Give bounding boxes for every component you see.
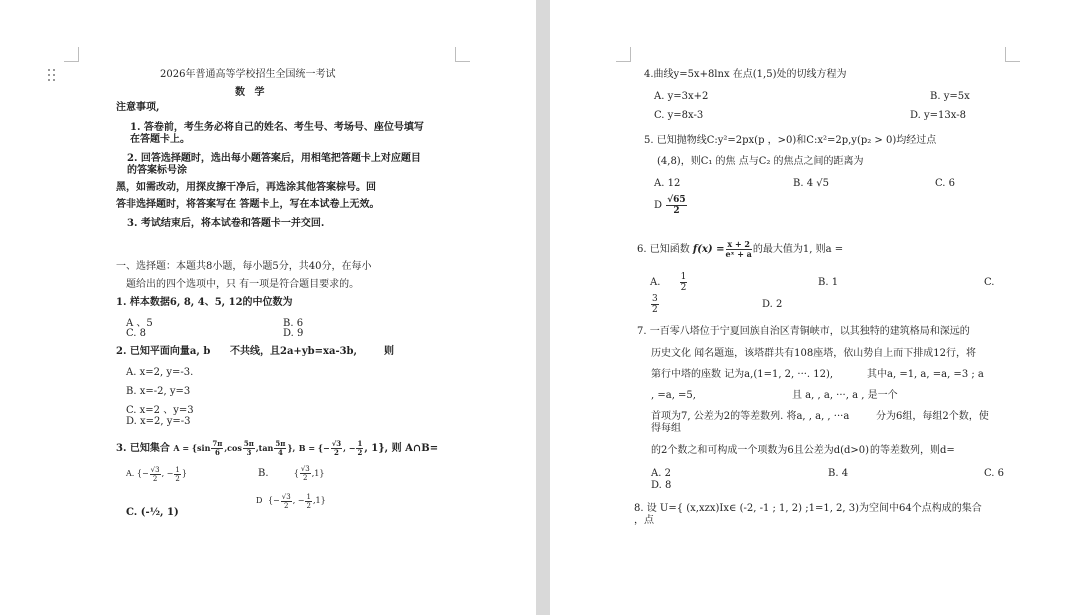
fraction-numerator: √3 xyxy=(331,439,342,448)
note-line: 在答题卡上。 xyxy=(130,134,190,145)
question-2-stem: 则 xyxy=(384,346,394,357)
section-heading: 一、选择题：本题共8小题，每小题5分，共40分，在每小 xyxy=(116,261,372,272)
q3-label: 3. 已知集合 xyxy=(116,443,170,454)
question-7-line: 7. 一百零八塔位于宁夏回族自治区青铜峡市，以其独特的建筑格局和深远的 xyxy=(637,326,970,337)
question-7-line: 分为6组，每组2个数，使 xyxy=(876,411,989,422)
q1-option-b: B. 6 xyxy=(283,318,304,329)
q3-option-c: C. (-½, 1) xyxy=(126,507,179,518)
question-7-line: 得每组 xyxy=(651,423,681,434)
note-line: 的答案标号涂 xyxy=(127,165,187,176)
q6-option-b: B. 1 xyxy=(818,277,839,288)
fraction-denominator: 2 xyxy=(175,474,180,483)
q3-option-d xyxy=(256,490,326,512)
option-math: ,1} xyxy=(311,469,325,478)
page-margin-corner xyxy=(64,47,79,62)
option-label: A. xyxy=(650,277,661,288)
note-line: 2. 回答选择题时，选出每小题答案后，用相笔把答题卡上对应题目 xyxy=(127,153,421,164)
question-2-stem: 不共线，且2a+yb=xa-3b, xyxy=(230,346,358,357)
q2-option-c: C. x=2 、y=3 xyxy=(126,405,194,416)
fraction-denominator: 2 xyxy=(303,474,308,482)
question-5-stem: (4,8)，则C₁ 的焦 点与C₂ 的焦点之间的距离为 xyxy=(657,156,864,167)
q7-option-b: B. 4 xyxy=(828,468,849,479)
fraction-denominator: 2 xyxy=(652,305,658,315)
subject-title: 数 学 xyxy=(235,87,268,98)
fraction-denominator: 2 xyxy=(333,448,339,457)
q3-set-a: ,tan xyxy=(255,443,274,453)
option-math: ,1} xyxy=(312,496,326,505)
option-math: , − xyxy=(161,469,174,478)
fraction-numerator: 5π xyxy=(243,439,254,448)
fraction-denominator: 2 xyxy=(673,206,680,216)
question-8-stem: ，点 xyxy=(634,515,654,526)
q4-option-b: B. y=5x xyxy=(930,91,970,102)
question-4-stem: 4.曲线y=5x+8lnx 在点(1,5)处的切线方程为 xyxy=(644,69,847,80)
q3-set-b: , − xyxy=(343,443,356,453)
fraction-denominator: 2 xyxy=(357,448,363,457)
q5-option-b: B. 4 √5 xyxy=(793,178,829,189)
fraction-numerator: 1 xyxy=(175,465,180,474)
option-label: B. xyxy=(258,468,269,479)
page-margin-corner xyxy=(1005,47,1020,62)
question-5-stem: 5. 已知抛物线C:y²=2px(p ，>0)和C:x²=2p,y(p₂ > 0)均经过点 xyxy=(644,135,937,146)
q6-option-d: D. 2 xyxy=(762,299,783,310)
q3-set-b: , 1}, 则 A∩B= xyxy=(364,443,439,454)
question-1-stem: 1. 样本数据6, 8, 4、5, 12的中位数为 xyxy=(116,297,293,308)
fraction-numerator: 7π xyxy=(212,439,223,448)
fraction-numerator: √65 xyxy=(667,195,686,205)
question-8-stem: 8. 设 U={ (x,xzx)Ix∈ (-2, -1 ; 1, 2) ;1=1, 2, 3)为空间中64个点构成的集合 xyxy=(634,503,982,514)
note-line: 1. 答卷前，考生务必将自己的姓名、考生号、考场号、座位号填写 xyxy=(130,122,424,133)
fraction-denominator: 3 xyxy=(246,448,252,457)
q3-option-a xyxy=(126,463,187,485)
question-3-stem xyxy=(116,438,438,460)
question-7-line: 首项为7, 公差为2的等差数列. 将a, , a, , ···a xyxy=(651,411,850,422)
question-7-line: 的2个数之和可构成一个项数为6且公差为d(d>0) xyxy=(651,445,870,456)
notice-heading: 注意事项, xyxy=(116,102,160,113)
q7-option-c: C. 6 xyxy=(984,468,1005,479)
fraction-numerator: x + 2 xyxy=(727,239,750,249)
note-line: 3. 考试结束后，将本试卷和答题卡一并交回. xyxy=(127,218,325,229)
fraction-denominator: 2 xyxy=(680,283,687,293)
page-margin-corner xyxy=(455,47,470,62)
q7-option-a: A. 2 xyxy=(651,468,671,479)
option-math: {− xyxy=(136,469,149,478)
q2-option-d: D. x=2, y=-3 xyxy=(126,416,191,427)
section-heading: 题给出的四个选项中，只 有一项是符合题目要求的。 xyxy=(126,279,360,290)
document-page-right xyxy=(550,0,1080,615)
q6-option-c: C. xyxy=(984,277,995,288)
fraction-denominator: 2 xyxy=(306,501,311,510)
question-7-line: 第行中塔的座数 记为a,(1=1, 2, ···. 12), xyxy=(651,369,834,380)
fraction-numerator: 1 xyxy=(680,272,687,282)
q2-option-b: B. x=-2, y=3 xyxy=(126,386,191,397)
question-7-line: 历史文化 闻名题迤，该塔群共有108座塔，依山势自上而下排成12行，将 xyxy=(651,348,976,359)
option-math: { xyxy=(293,469,299,478)
question-7-line: , =a, =5, xyxy=(651,390,696,401)
q3-option-b xyxy=(258,463,324,485)
q3-set-a: A = {sin xyxy=(173,443,211,453)
q5-option-c: C. 6 xyxy=(935,178,956,189)
note-line: 黑，如需改动，用探皮擦干净后，再选涂其他答案棕号。回 xyxy=(116,182,376,193)
q5-option-a: A. 12 xyxy=(654,178,681,189)
question-6-stem xyxy=(637,238,843,262)
fraction-denominator: 4 xyxy=(277,448,283,457)
q3-set-b: B = {− xyxy=(298,443,330,453)
question-7-line: 其中a, =1, a, =a, =3 ; a xyxy=(867,369,984,380)
fraction-denominator: 6 xyxy=(214,448,220,457)
fraction-denominator: 2 xyxy=(283,501,289,510)
exam-title: 2026年普通高等学校招生全国统一考试 xyxy=(160,69,336,80)
option-math: } xyxy=(181,469,187,478)
fraction-numerator: 1 xyxy=(306,492,311,501)
q4-option-d: D. y=13x-8 xyxy=(910,110,966,121)
document-page-left xyxy=(0,0,536,615)
option-label: D xyxy=(654,200,663,211)
question-7-line: 的等差数列，则d= xyxy=(870,445,955,456)
option-label: A. xyxy=(126,469,135,478)
q2-option-a: A. x=2, y=-3. xyxy=(126,367,194,378)
option-label: D xyxy=(256,496,263,505)
q1-option-a: A 、5 xyxy=(126,318,153,329)
fraction-numerator: 5π xyxy=(275,439,286,448)
page-gutter xyxy=(536,0,550,615)
page-margin-corner xyxy=(616,47,631,62)
q7-option-d: D. 8 xyxy=(651,480,672,491)
fraction-numerator: √3 xyxy=(150,465,160,474)
q4-option-c: C. y=8x-3 xyxy=(654,110,704,121)
option-math: {− xyxy=(267,496,280,505)
q5-option-d xyxy=(654,193,688,219)
fraction-numerator: √3 xyxy=(281,492,291,501)
question-7-line: 且 a, , a, ···, a , 是一个 xyxy=(792,390,898,401)
q3-set-a: ,cos xyxy=(224,443,242,453)
fraction-numerator: √3 xyxy=(300,465,310,473)
fraction-numerator: 1 xyxy=(357,439,363,448)
question-2-stem: 2. 已知平面向量a, b xyxy=(116,346,211,357)
fraction-denominator: eˣ + a xyxy=(725,249,752,259)
q4-option-a: A. y=3x+2 xyxy=(654,91,709,102)
q6-text: 6. 已知函数 xyxy=(637,244,690,255)
fraction-denominator: 2 xyxy=(152,474,158,483)
note-line: 答非选择题时，将答案写在 答题卡上，写在本试卷上无效。 xyxy=(116,199,380,210)
q1-option-d: D. 9 xyxy=(283,328,304,339)
q3-set-a: }, xyxy=(287,443,296,453)
drag-handle-icon[interactable] xyxy=(48,69,56,81)
q6-option-c-fraction xyxy=(650,293,660,317)
q6-function: f(x) = xyxy=(692,244,725,255)
q6-text: 的最大值为1, 则a = xyxy=(752,244,844,255)
q1-option-c: C. 8 xyxy=(126,328,147,339)
fraction-numerator: 3 xyxy=(652,294,658,304)
option-math: , − xyxy=(292,496,305,505)
